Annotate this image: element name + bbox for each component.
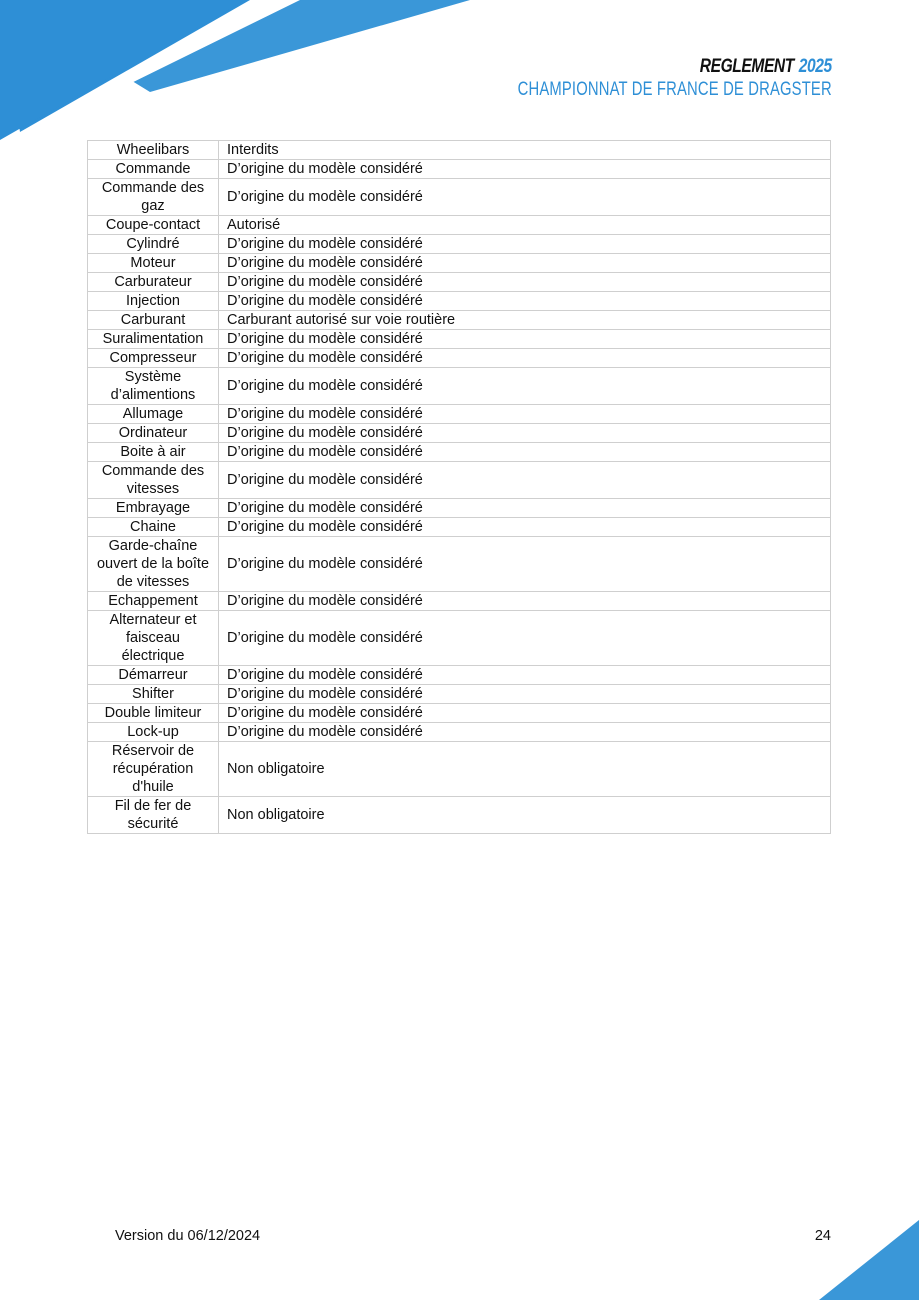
value-cell: D’origine du modèle considéré: [219, 292, 831, 311]
value-cell: D’origine du modèle considéré: [219, 611, 831, 666]
table-row: [88, 349, 831, 368]
table-row: [88, 499, 831, 518]
item-cell: Wheelibars: [88, 141, 219, 160]
value-cell: D’origine du modèle considéré: [219, 424, 831, 443]
table-row: [88, 368, 831, 405]
value-cell: D’origine du modèle considéré: [219, 273, 831, 292]
value-cell: Interdits: [219, 141, 831, 160]
table-row: [88, 742, 831, 797]
value-cell: D’origine du modèle considéré: [219, 330, 831, 349]
item-cell: Cylindré: [88, 235, 219, 254]
item-cell: Carburateur: [88, 273, 219, 292]
item-cell: Fil de fer de sécurité: [88, 797, 219, 834]
value-cell: D’origine du modèle considéré: [219, 179, 831, 216]
table-row: [88, 666, 831, 685]
value-cell: D’origine du modèle considéré: [219, 349, 831, 368]
value-cell: D’origine du modèle considéré: [219, 499, 831, 518]
item-cell: Embrayage: [88, 499, 219, 518]
item-cell: Carburant: [88, 311, 219, 330]
item-cell: Chaine: [88, 518, 219, 537]
value-cell: D’origine du modèle considéré: [219, 368, 831, 405]
table-row: [88, 216, 831, 235]
table-row: [88, 443, 831, 462]
item-cell: Ordinateur: [88, 424, 219, 443]
table-row: [88, 273, 831, 292]
item-cell: Echappement: [88, 592, 219, 611]
table-row: [88, 405, 831, 424]
item-cell: Commande des vitesses: [88, 462, 219, 499]
value-cell: Non obligatoire: [219, 797, 831, 834]
value-cell: D’origine du modèle considéré: [219, 723, 831, 742]
regulation-table: [87, 140, 831, 834]
table-row: [88, 330, 831, 349]
item-cell: Boite à air: [88, 443, 219, 462]
value-cell: D’origine du modèle considéré: [219, 462, 831, 499]
value-cell: D’origine du modèle considéré: [219, 254, 831, 273]
item-cell: Injection: [88, 292, 219, 311]
table-row: [88, 797, 831, 834]
table-row: [88, 611, 831, 666]
page-number: 24: [814, 1228, 831, 1244]
value-cell: Non obligatoire: [219, 742, 831, 797]
table-row: [88, 704, 831, 723]
table-row: [88, 160, 831, 179]
table-row: [88, 462, 831, 499]
table-row: [88, 592, 831, 611]
item-cell: Suralimentation: [88, 330, 219, 349]
item-cell: Commande: [88, 160, 219, 179]
item-cell: Shifter: [88, 685, 219, 704]
value-cell: D’origine du modèle considéré: [219, 666, 831, 685]
item-cell: Garde-chaîne ouvert de la boîte de vitesses: [88, 537, 219, 592]
table-row: [88, 179, 831, 216]
table-row: [88, 235, 831, 254]
value-cell: D’origine du modèle considéré: [219, 685, 831, 704]
value-cell: D’origine du modèle considéré: [219, 518, 831, 537]
value-cell: D’origine du modèle considéré: [219, 537, 831, 592]
championship-subtitle: CHAMPIONNAT DE FRANCE DE DRAGSTER: [517, 79, 832, 100]
value-cell: D’origine du modèle considéré: [219, 592, 831, 611]
item-cell: Commande des gaz: [88, 179, 219, 216]
version-date: Version du 06/12/2024: [115, 1228, 261, 1244]
header-stripes-decoration: [0, 0, 480, 145]
item-cell: Double limiteur: [88, 704, 219, 723]
value-cell: D’origine du modèle considéré: [219, 443, 831, 462]
item-cell: Alternateur et faisceau électrique: [88, 611, 219, 666]
value-cell: Carburant autorisé sur voie routière: [219, 311, 831, 330]
value-cell: D’origine du modèle considéré: [219, 235, 831, 254]
regulation-title-word: REGLEMENT: [699, 56, 795, 77]
table-row: [88, 518, 831, 537]
value-cell: D’origine du modèle considéré: [219, 160, 831, 179]
footer-corner-decoration: [819, 1220, 919, 1300]
value-cell: Autorisé: [219, 216, 831, 235]
value-cell: D’origine du modèle considéré: [219, 704, 831, 723]
item-cell: Lock-up: [88, 723, 219, 742]
table-row: [88, 292, 831, 311]
table-row: [88, 685, 831, 704]
item-cell: Moteur: [88, 254, 219, 273]
item-cell: Coupe-contact: [88, 216, 219, 235]
regulation-year: 2025: [798, 56, 832, 77]
table-row: [88, 141, 831, 160]
item-cell: Système d’alimentions: [88, 368, 219, 405]
table-row: [88, 723, 831, 742]
value-cell: D’origine du modèle considéré: [219, 405, 831, 424]
item-cell: Compresseur: [88, 349, 219, 368]
table-row: [88, 254, 831, 273]
item-cell: Allumage: [88, 405, 219, 424]
item-cell: Démarreur: [88, 666, 219, 685]
regulation-table-body: [88, 141, 831, 834]
regulation-title: [502, 56, 832, 78]
table-row: [88, 537, 831, 592]
table-row: [88, 311, 831, 330]
item-cell: Réservoir de récupération d'huile: [88, 742, 219, 797]
document-header: [429, 56, 832, 102]
table-row: [88, 424, 831, 443]
